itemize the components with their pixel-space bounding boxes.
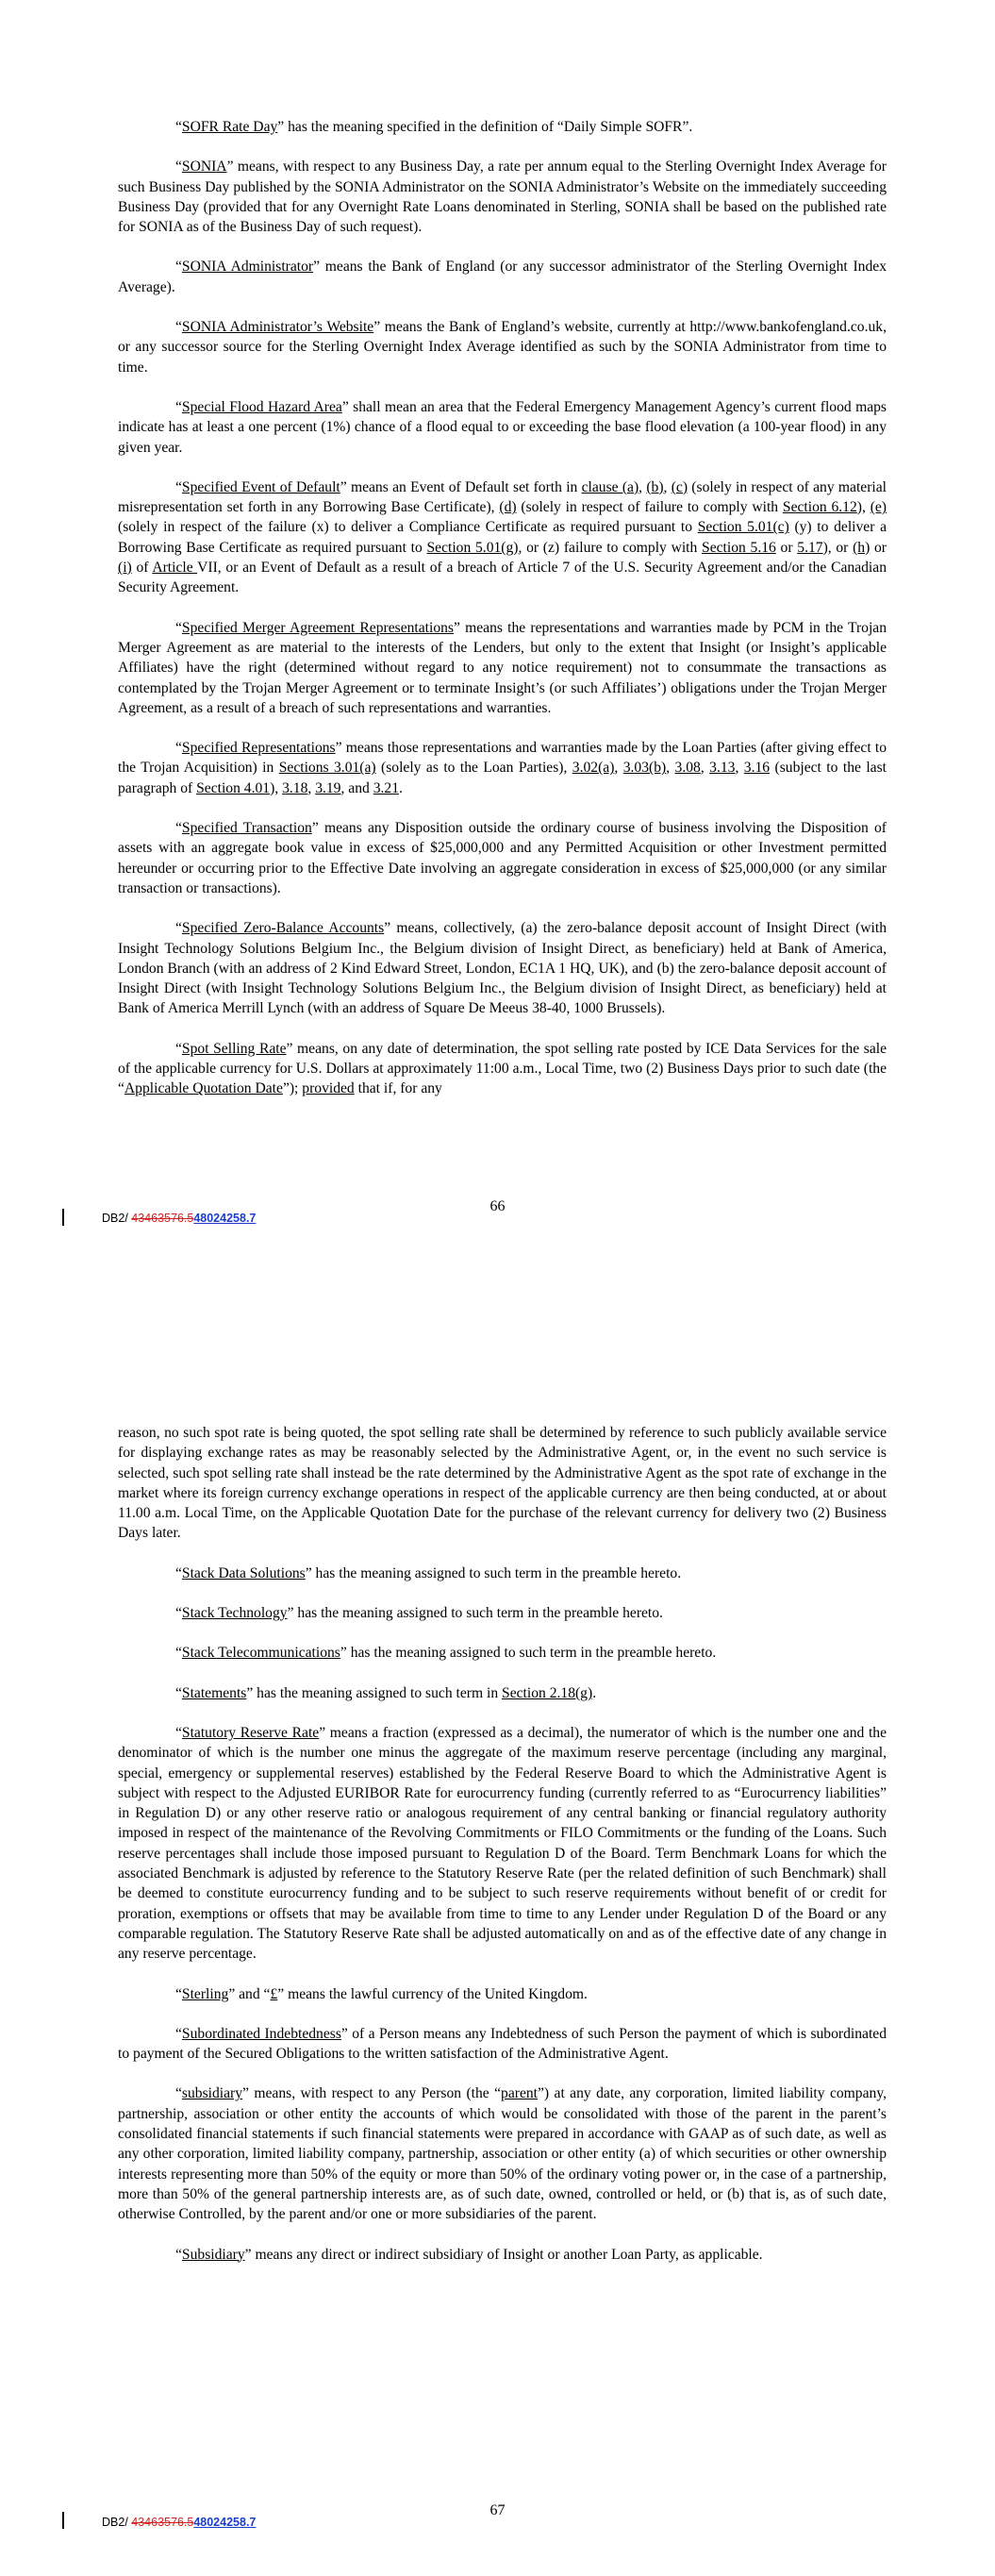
page-66 [0, 0, 995, 1264]
defined-term-reference: Specified Merger Agreement Representations [181, 619, 455, 636]
definition-text: “ [175, 159, 182, 176]
definition-text: ” means those representations and warranties made by the Loan Parties (after giving effect to the Trojan Acquisition) in [118, 740, 887, 777]
definition-statements [118, 1683, 887, 1703]
defined-term-reference: (e) [870, 499, 887, 516]
defined-term-reference: 3.08 [674, 760, 701, 777]
definition-text: “ [175, 1040, 182, 1057]
definition-spot-cont [118, 1423, 887, 1544]
defined-term-reference: provided [302, 1080, 355, 1097]
definition-text: ” means, collectively, (a) the zero-balance deposit account of Insight Direct (with Insight Technology Solutions Belgium Inc., the Belgium division of Insight Direct, as beneficiary) held at Bank of America, London Branch (with an address of 2 Kind Edward Street, London, EC1A 1 HQ, UK), and (b) the zero-balance deposit account of Insight Direct (with Insight Technology Solutions Belgium Inc., the Belgium division of Insight Direct, as beneficiary) held at Bank of America Merrill Lynch (with an address of Square De Meeus 38-40, 1000 Brussels). [118, 920, 887, 1017]
defined-term-reference: SONIA [181, 159, 227, 176]
definition-text: . [399, 779, 403, 796]
definition-sonia-website [118, 317, 887, 377]
page-number: 66 [489, 1198, 506, 1214]
definition-text: ” and “ [228, 1985, 271, 2002]
definition-text: , [614, 760, 623, 777]
definition-stack-data [118, 1564, 887, 1583]
definition-text: “ [175, 1645, 182, 1662]
definition-text: “ [175, 1985, 182, 2002]
defined-term-reference: Specified Event of Default [181, 478, 340, 495]
defined-term-reference: clause (a) [581, 478, 639, 495]
footer-new-id: 48024258.7 [193, 2516, 257, 2529]
definition-text: ” means a fraction (expressed as a decimal), the numerator of which is the number one and the denominator of which is the number one minus the aggregate of the maximum reserve percentage (including any marginal, special, emergency or supplemental reserves) established by the Federal Reserve Board to which the Administrative Agent is subject with respect to the Adjusted EURIBOR Rate for eurocurrency funding (currently referred to as “Eurocurrency liabilities” in Regulation D) or any other reserve ratio or analogous requirement of any central banking or financial regulatory authority imposed in respect of the maintenance of the Revolving Commitments or FILO Commitments or the funding of the Loans. Such reserve percentages shall include those imposed pursuant to Regulation D of the Board. Term Benchmark Loans for which the associated Benchmark is adjusted by reference to the Statutory Reserve Rate (per the related definition of such Benchmark) shall be deemed to constitute eurocurrency funding and to be subject to such reserve requirements without benefit of or credit for proration, exemptions or offsets that may be available from time to time to any Lender under Regulation D of the Board or any comparable regulation. The Statutory Reserve Rate shall be adjusted automatically on and as of the effective date of any change in any reserve percentage. [118, 1724, 887, 1963]
defined-term-reference: SOFR Rate Day [181, 119, 278, 135]
definition-text: reason, no such spot rate is being quoted, the spot selling rate shall be determined by reference to such publicly available service for displaying exchange rates as may be reasonably selected by the Administrative Agent, or, in the event no such service is selected, such spot selling rate shall instead be the rate determined by the Administrative Agent as the spot rate of exchange in the market where its foreign currency exchange operations in respect of the applicable currency are then being conducted, at or about 11.00 a.m. Local Time, on the Applicable Quotation Date for the purchase of the relevant currency for delivery two (2) Business Days later. [118, 1425, 887, 1542]
footer-prefix: DB2/ [102, 2516, 128, 2529]
definition-text: ” means, with respect to any Person (the “ [242, 2085, 502, 2102]
defined-term-reference: (b) [646, 478, 664, 495]
definition-text: ”) at any date, any corporation, limited liability company, partnership, association or other entity the accounts of which would be consolidated with those of the parent in the parent’s consolidated financial statements if such financial statements were prepared in accordance with GAAP as of such date, as well as any other corporation, limited liability company, partnership, association or other entity (a) of which securities or other ownership interests representing more than 50% of the equity or more than 50% of the ordinary voting power or, in the case of a partnership, more than 50% of the general partnership interests are, as of such date, owned, controlled or held, or (b) that is, as of such date, otherwise Controlled, by the parent and/or one or more subsidiaries of the parent. [118, 2085, 887, 2223]
definition-text: VII, or an Event of Default as a result of a breach of Article 7 of the U.S. Security Agreement and/or the Canadian Security Agreement. [118, 560, 887, 596]
definition-text: ), or [822, 539, 854, 556]
page-66-body [118, 117, 887, 1119]
definition-text: “ [175, 1684, 182, 1701]
defined-term-reference: Specified Representations [181, 740, 336, 757]
definition-text: “ [175, 319, 182, 336]
defined-term-reference: Spot Selling Rate [181, 1040, 287, 1057]
defined-term-reference: subsidiary [181, 2085, 243, 2102]
defined-term-reference: parent [501, 2085, 539, 2102]
defined-term-reference: Special Flood Hazard Area [181, 398, 342, 415]
footer-new-id: 48024258.7 [193, 1212, 257, 1225]
definition-text: , [663, 478, 672, 495]
definition-text: (y) to deliver a Borrowing Base Certificate as required pursuant to [118, 519, 887, 556]
defined-term-reference: (h) [853, 539, 871, 556]
definition-text: , [638, 478, 647, 495]
defined-term-reference: Stack Data Solutions [181, 1564, 306, 1581]
definition-text: (solely in respect of failure to comply with [516, 499, 783, 516]
defined-term-reference: 3.21 [373, 779, 399, 796]
defined-term-reference: Applicable Quotation Date [124, 1080, 283, 1097]
definition-text: (solely in respect of the failure (x) to deliver a Compliance Certificate as required pursuant to [118, 519, 698, 536]
definition-text: , [735, 760, 744, 777]
definition-text: “ [175, 2246, 182, 2263]
definition-text: “ [175, 119, 182, 135]
defined-term-reference: Section 2.18(g) [502, 1684, 593, 1701]
definition-text: ” means any direct or indirect subsidiary of Insight or another Loan Party, as applicable. [244, 2246, 763, 2263]
definition-stack-tech [118, 1603, 887, 1623]
page-number: 67 [489, 2502, 506, 2518]
definition-text: ” means the Bank of England (or any successor administrator of the Sterling Overnight Index Average). [118, 259, 887, 295]
definition-text: , or (z) failure to comply with [518, 539, 703, 556]
definition-sonia [118, 157, 887, 237]
definition-sofr-rate-day [118, 117, 887, 137]
definition-text: ” has the meaning assigned to such term in the preamble hereto. [340, 1645, 717, 1662]
defined-term-reference: Sterling [181, 1985, 229, 2002]
definition-text: ” means, with respect to any Business Day, a rate per annum equal to the Sterling Overnight Index Average for such Business Day published by the SONIA Administrator on the SONIA Administrator’s Website on the immediately succeeding Business Day (provided that for any Overnight Rate Loans denominated in Sterling, SONIA shall be based on the published rate for SONIA as of the Business Day of such request). [118, 159, 887, 236]
footer-prefix: DB2/ [102, 1212, 128, 1225]
definition-text: ” has the meaning assigned to such term in the preamble hereto. [287, 1605, 663, 1622]
defined-term-reference: Statements [181, 1684, 247, 1701]
definition-subsidiary-upper [118, 2245, 887, 2265]
defined-term-reference: Specified Transaction [181, 820, 312, 837]
defined-term-reference: 3.03(b) [622, 760, 667, 777]
definition-text: ” means the representations and warranties made by PCM in the Trojan Merger Agreement as are material to the interests of the Lenders, but only to the extent that Insight (or Insight’s applicable Affiliates) have the right (determined without regard to any notice requirement) not to consummate the transactions as contemplated by the Trojan Merger Agreement or to terminate Insight’s (or such Affiliates’) obligations under the Trojan Merger Agreement, as a result of a breach of such representations and warranties. [118, 619, 887, 716]
defined-term-reference: £ [270, 1985, 278, 2002]
footer-old-id: 43463576.5 [131, 1212, 194, 1225]
definition-text: ” has the meaning assigned to such term in the preamble hereto. [305, 1564, 682, 1581]
defined-term-reference: 3.16 [743, 760, 771, 777]
definition-special-flood [118, 397, 887, 458]
definition-text: , [700, 760, 710, 777]
definition-text: (subject to the last paragraph of [118, 760, 887, 796]
defined-term-reference: Section 5.16 [702, 539, 776, 556]
definition-text: ” has the meaning specified in the definition of “Daily Simple SOFR”. [277, 119, 693, 135]
defined-term-reference: 3.02(a) [572, 760, 615, 777]
defined-term-reference: 3.13 [709, 760, 736, 777]
defined-term-reference: Article [152, 560, 198, 577]
definition-text: “ [175, 2085, 182, 2102]
definition-text: “ [175, 820, 182, 837]
definition-text: “ [175, 619, 182, 636]
definition-text: ” of a Person means any Indebtedness of such Person the payment of which is subordinated to payment of the Secured Obligations to the written satisfaction of the Administrative Agent. [118, 2025, 887, 2063]
defined-term-reference: Section 6.12 [782, 499, 857, 516]
definition-text: “ [175, 478, 182, 495]
defined-term-reference: Section 4.01 [196, 779, 271, 796]
definition-text: or [870, 539, 887, 556]
defined-term-reference: (d) [499, 499, 517, 516]
defined-term-reference: (c) [671, 478, 688, 495]
defined-term-reference: 5.17 [797, 539, 823, 556]
definition-specified-transaction [118, 818, 887, 898]
definition-text: ” has the meaning assigned to such term in [246, 1684, 503, 1701]
definition-sterling [118, 1984, 887, 2004]
definition-spot-selling [118, 1039, 887, 1099]
definition-text: ” means an Event of Default set forth in [340, 478, 582, 495]
definition-text: “ [175, 740, 182, 757]
definition-text: ” means any Disposition outside the ordinary course of business involving the Disposition of assets with an aggregate book value in excess of $25,000,000 and any Permitted Acquisition or other Investment permitted hereunder or occurring prior to the Effective Date involving an aggregate consideration in excess of $25,000,000 (or any similar transaction or transactions). [118, 820, 887, 896]
definition-text: “ [175, 2025, 182, 2042]
page-67-body [118, 1423, 887, 2284]
document-id-footer [55, 2516, 256, 2529]
definition-statutory-reserve [118, 1723, 887, 1965]
defined-term-reference: Sections 3.01(a) [278, 760, 376, 777]
definition-text: that if, for any [354, 1080, 442, 1097]
definition-text: “ [175, 920, 182, 937]
definition-text: “ [175, 259, 182, 276]
definition-text: “ [175, 1605, 182, 1622]
definition-text: “ [175, 398, 182, 415]
definition-text: ), [856, 499, 871, 516]
defined-term-reference: Statutory Reserve Rate [181, 1724, 320, 1741]
defined-term-reference: Section 5.01(g) [426, 539, 519, 556]
defined-term-reference: 3.18 [282, 779, 308, 796]
definition-text: ”); [282, 1080, 303, 1097]
definition-text: , [307, 779, 316, 796]
document-id-footer [55, 1212, 256, 1225]
definition-text: , and [340, 779, 373, 796]
definition-specified-zero [118, 918, 887, 1018]
definition-text: ), [270, 779, 283, 796]
definition-text: . [592, 1684, 597, 1701]
definition-specified-event [118, 477, 887, 598]
defined-term-reference: (i) [118, 560, 132, 577]
defined-term-reference: Stack Telecommunications [181, 1645, 340, 1662]
defined-term-reference: Stack Technology [181, 1605, 288, 1622]
defined-term-reference: SONIA Administrator’s Website [181, 319, 374, 336]
definition-stack-telecom [118, 1643, 887, 1663]
page-67 [0, 1264, 995, 2576]
definition-text: ” means, on any date of determination, the spot selling rate posted by ICE Data Services for the sale of the applicable currency for U.S. Dollars at approximately 11:00 a.m., Local Time, two (2) Business Days prior to such date (the “ [118, 1040, 887, 1097]
definition-text: (solely in respect of any material misrepresentation set forth in any Borrowing Base Certificate), [118, 478, 887, 516]
defined-term-reference: 3.19 [315, 779, 341, 796]
defined-term-reference: SONIA Administrator [181, 259, 314, 276]
definition-text: of [131, 560, 153, 577]
definition-text: ” shall mean an area that the Federal Emergency Management Agency’s current flood maps indicate has at least a one percent (1%) chance of a flood equal to or exceeding the base flood elevation (a 100-year flood) in any given year. [118, 398, 887, 456]
definition-text: (solely as to the Loan Parties), [375, 760, 572, 777]
defined-term-reference: Specified Zero-Balance Accounts [181, 920, 385, 937]
definition-text: , [666, 760, 675, 777]
definition-specified-merger [118, 618, 887, 718]
defined-term-reference: Subsidiary [181, 2246, 245, 2263]
defined-term-reference: Subordinated Indebtedness [181, 2025, 341, 2042]
definition-text: or [775, 539, 798, 556]
definition-text: “ [175, 1724, 182, 1741]
footer-old-id: 43463576.5 [131, 2516, 194, 2529]
definition-text: ” means the Bank of England’s website, currently at http://www.bankofengland.co.uk, or any successor source for the Sterling Overnight Index Average identified as such by the SONIA Administrator from time to time. [118, 319, 887, 376]
definition-sonia-administrator [118, 257, 887, 297]
definition-subsidiary-lower [118, 2083, 887, 2224]
definition-specified-reps [118, 738, 887, 798]
definition-text: “ [175, 1564, 182, 1581]
definition-subordinated [118, 2024, 887, 2065]
definition-text: ” means the lawful currency of the United Kingdom. [277, 1985, 588, 2002]
defined-term-reference: Section 5.01(c) [697, 519, 789, 536]
